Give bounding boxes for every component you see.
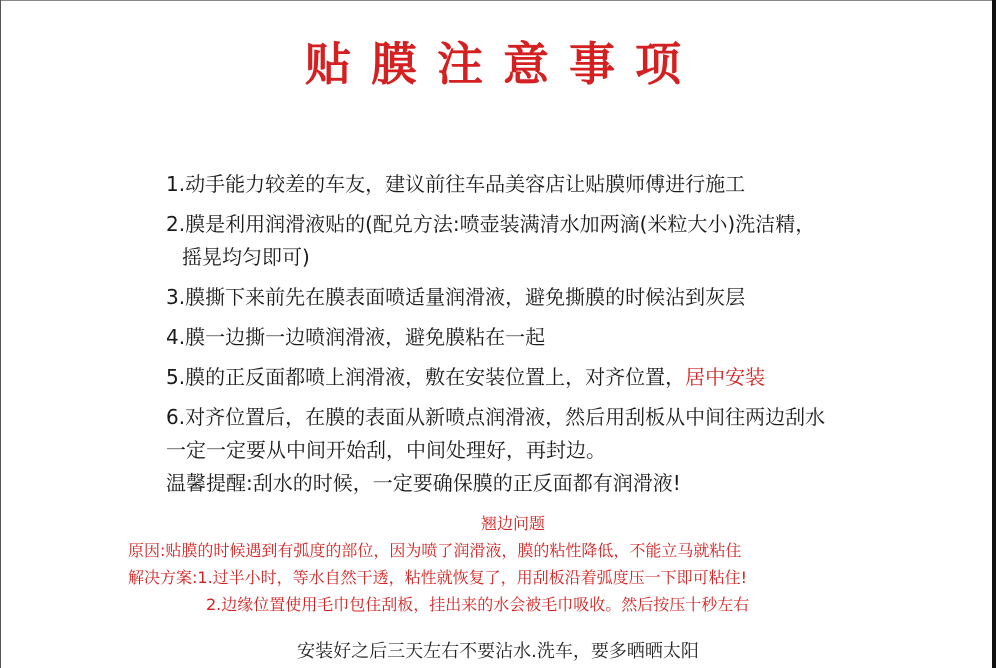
edge-lifting-section xyxy=(128,510,868,618)
issue-solution-1: 解决方案:1.过半小时，等水自然干透，粘性就恢复了，用刮板沿着弧度压一下即可粘住! xyxy=(128,568,748,587)
footer-note: 安装好之后三天左右不要沾水.洗车，要多晒晒太阳 xyxy=(297,641,699,662)
step-2-text-continued: 摇晃均匀即可) xyxy=(182,245,310,269)
issue-title: 翘边问题 xyxy=(480,514,545,533)
step-5 xyxy=(166,361,956,394)
warm-reminder: 温馨提醒:刮水的时候，一定要确保膜的正反面都有润滑液! xyxy=(166,471,681,495)
step-6 xyxy=(166,401,956,500)
step-2-text: 2.膜是利用润滑液贴的(配兑方法:喷壶装满清水加两滴(米粒大小)洗洁精， xyxy=(166,212,816,236)
step-2 xyxy=(166,208,956,274)
page-title: 贴膜注意事项 xyxy=(305,37,701,91)
step-5-highlight: 居中安装 xyxy=(685,365,766,389)
step-4-text: 4.膜一边撕一边喷润滑液，避免膜粘在一起 xyxy=(166,325,546,349)
step-1 xyxy=(166,168,956,201)
step-6-text-continued: 一定一定要从中间开始刮，中间处理好，再封边。 xyxy=(166,438,606,462)
issue-solution-2: 2.边缘位置使用毛巾包住刮板，挂出来的水会被毛巾吸收。然后按压十秒左右 xyxy=(206,595,750,614)
step-4 xyxy=(166,321,956,354)
step-6-text: 6.对齐位置后，在膜的表面从新喷点润滑液，然后用刮板从中间往两边刮水 xyxy=(166,405,826,429)
step-1-text: 1.动手能力较差的车友，建议前往车品美容店让贴膜师傅进行施工 xyxy=(166,172,746,196)
step-3-text: 3.膜撕下来前先在膜表面喷适量润滑液，避免撕膜的时候沾到灰层 xyxy=(166,285,746,309)
steps-list xyxy=(166,168,956,500)
top-border xyxy=(0,0,996,1)
left-border xyxy=(0,0,1,668)
right-border xyxy=(992,0,996,668)
step-5-text: 5.膜的正反面都喷上润滑液，敷在安装位置上，对齐位置， xyxy=(166,365,686,389)
issue-cause: 原因:贴膜的时候遇到有弧度的部位，因为喷了润滑液，膜的粘性降低，不能立马就粘住 xyxy=(128,541,742,560)
step-3 xyxy=(166,281,956,314)
